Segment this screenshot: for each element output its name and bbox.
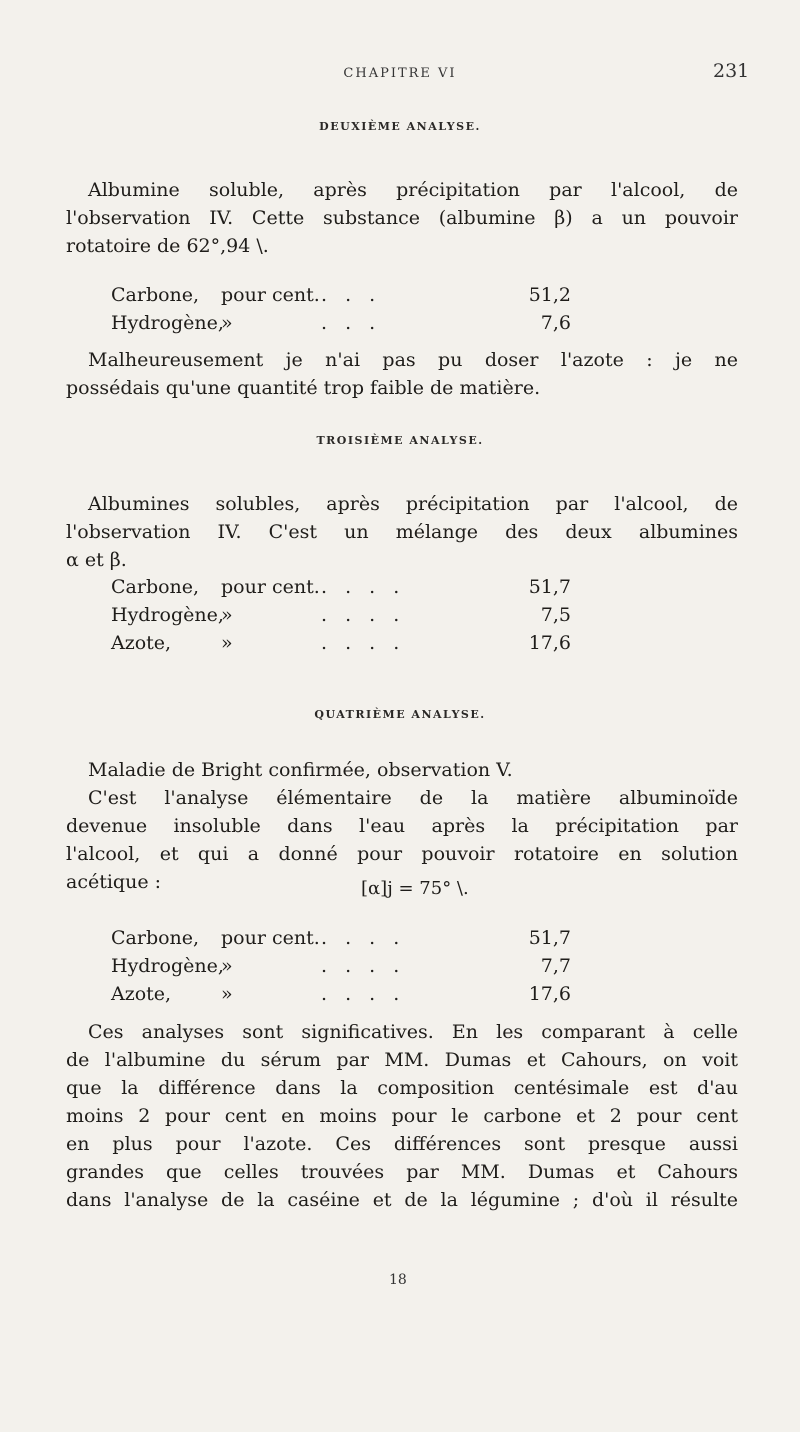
element-unit: »: [221, 983, 233, 1005]
composition-table-troisieme: [111, 573, 571, 657]
text-line: Ces analyses sont significatives. En les comparant à celle: [88, 1021, 738, 1043]
text-line: en plus pour l'azote. Ces différences sont presque aussi: [66, 1133, 738, 1155]
leader-dots: . . .: [321, 312, 382, 334]
running-header: CHAPITRE VI: [343, 66, 457, 81]
element-unit: »: [221, 955, 233, 977]
text-line: Albumines solubles, après précipitation par l'alcool, de: [88, 493, 738, 515]
leader-dots: . . . .: [321, 983, 406, 1005]
paragraph-deuxieme-intro: [66, 176, 738, 260]
table-row: [111, 601, 571, 629]
element-name: Hydrogène,: [111, 604, 224, 626]
text-line: rotatoire de 62°,94 \.: [66, 235, 269, 257]
table-row: [111, 281, 571, 309]
table-row: [111, 309, 571, 337]
leader-dots: . . . .: [321, 576, 406, 598]
table-row: [111, 980, 571, 1008]
leader-dots: . . . .: [321, 604, 406, 626]
text-line: grandes que celles trouvées par MM. Dumas et Cahours: [66, 1161, 738, 1183]
text-line: α et β.: [66, 549, 127, 571]
composition-table-quatrieme: [111, 924, 571, 1008]
element-unit: pour cent.: [221, 576, 320, 598]
table-row: [111, 629, 571, 657]
text-line: devenue insoluble dans l'eau après la précipitation par: [66, 815, 738, 837]
text-line: l'alcool, et qui a donné pour pouvoir rotatoire en solution: [66, 843, 738, 865]
element-value: 7,7: [540, 955, 571, 977]
element-value: 7,5: [540, 604, 571, 626]
text-line: dans l'analyse de la caséine et de la légumine ; d'où il résulte: [66, 1189, 738, 1211]
paragraph-deuxieme-note: [66, 346, 738, 402]
text-line: possédais qu'une quantité trop faible de matière.: [66, 377, 541, 399]
text-line: l'observation IV. Cette substance (albumine β) a un pouvoir: [66, 207, 738, 229]
text-line: C'est l'analyse élémentaire de la matière albuminoïde: [88, 787, 738, 809]
leader-dots: . . . .: [321, 955, 406, 977]
element-name: Azote,: [111, 983, 172, 1005]
text-line: Malheureusement je n'ai pas pu doser l'azote : je ne: [88, 349, 738, 371]
text-line: que la différence dans la composition centésimale est d'au: [66, 1077, 738, 1099]
table-row: [111, 573, 571, 601]
element-value: 17,6: [528, 632, 571, 654]
element-name: Hydrogène,: [111, 312, 224, 334]
element-name: Carbone,: [111, 284, 200, 306]
element-unit: »: [221, 604, 233, 626]
leader-dots: . . . .: [321, 632, 406, 654]
composition-table-deuxieme: [111, 281, 571, 337]
element-value: 51,7: [528, 576, 571, 598]
element-name: Hydrogène,: [111, 955, 224, 977]
element-value: 51,7: [528, 927, 571, 949]
element-name: Carbone,: [111, 927, 200, 949]
paragraph-troisieme-intro: [66, 490, 738, 574]
text-line: acétique :: [66, 871, 162, 893]
page-number: 231: [713, 60, 750, 82]
element-unit: pour cent.: [221, 927, 320, 949]
text-line: moins 2 pour cent en moins pour le carbone et 2 pour cent: [66, 1105, 738, 1127]
section-title-troisieme: TROISIÈME ANALYSE.: [316, 434, 484, 447]
text-line: l'observation IV. C'est un mélange des deux albumines: [66, 521, 738, 543]
text-line: Albumine soluble, après précipitation par l'alcool, de: [88, 179, 738, 201]
table-row: [111, 952, 571, 980]
text-line: Maladie de Bright confirmée, observation V.: [88, 759, 513, 781]
element-value: 7,6: [540, 312, 571, 334]
signature-mark: 18: [389, 1272, 407, 1288]
text-line: de l'albumine du sérum par MM. Dumas et Cahours, on voit: [66, 1049, 738, 1071]
rotatory-power-formula: [α]j = 75° \.: [361, 878, 469, 899]
element-value: 51,2: [528, 284, 571, 306]
section-title-quatrieme: QUATRIÈME ANALYSE.: [314, 708, 486, 721]
element-name: Carbone,: [111, 576, 200, 598]
table-row: [111, 924, 571, 952]
leader-dots: . . .: [321, 284, 382, 306]
paragraph-conclusion: [66, 1018, 738, 1214]
element-unit: »: [221, 312, 233, 334]
element-unit: pour cent.: [221, 284, 320, 306]
leader-dots: . . . .: [321, 927, 406, 949]
element-unit: »: [221, 632, 233, 654]
paragraph-quatrieme-intro: [66, 756, 738, 896]
element-value: 17,6: [528, 983, 571, 1005]
section-title-deuxieme: DEUXIÈME ANALYSE.: [319, 120, 481, 133]
element-name: Azote,: [111, 632, 172, 654]
